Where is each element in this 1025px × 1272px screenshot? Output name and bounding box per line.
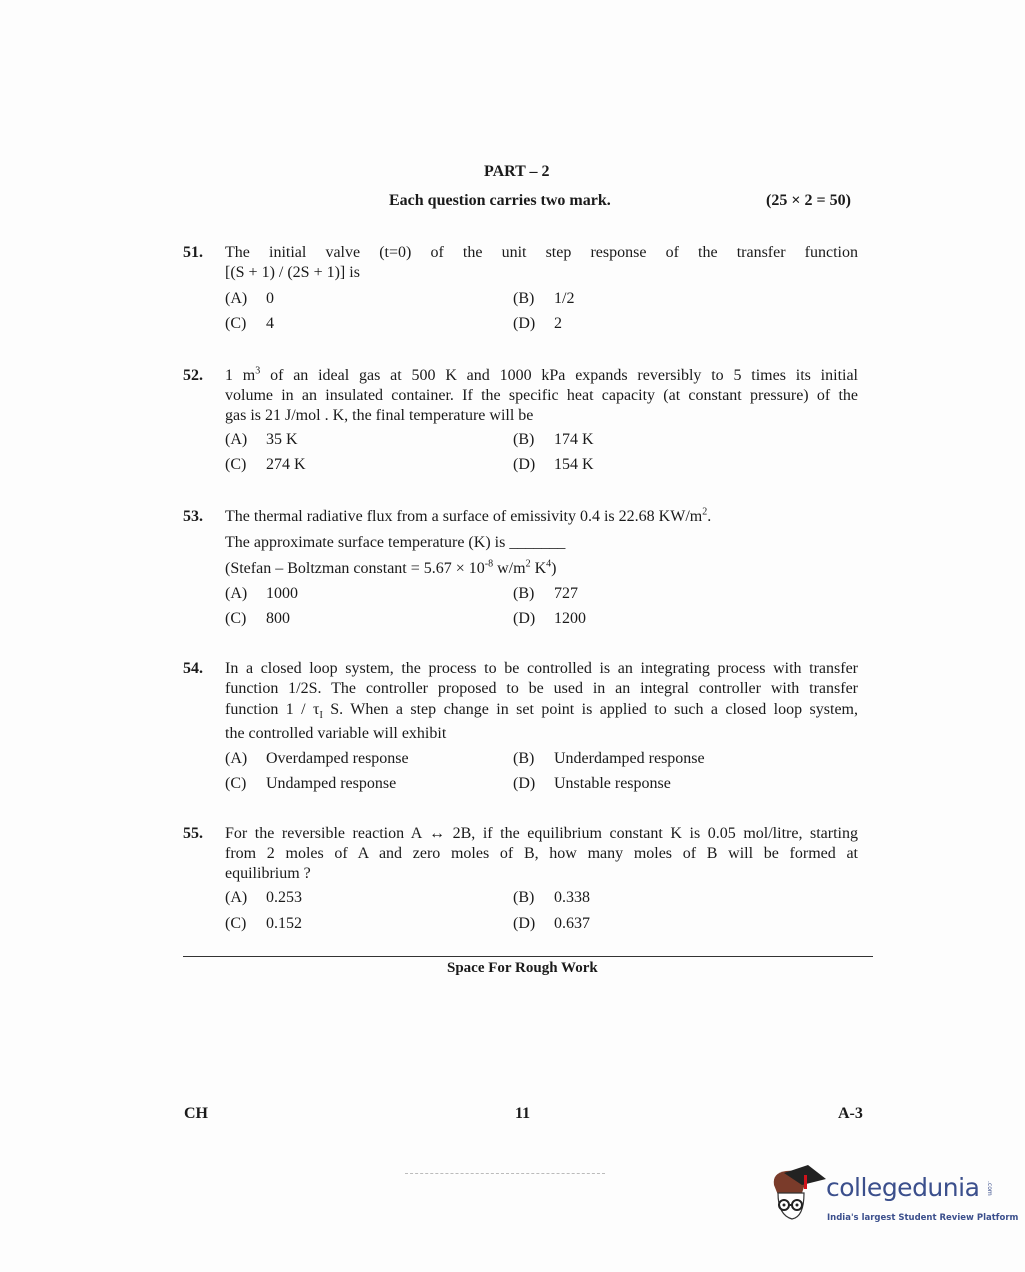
footer-subject: CH bbox=[184, 1105, 208, 1122]
question-text: equilibrium ? bbox=[225, 865, 311, 882]
option-text: 0.152 bbox=[266, 915, 302, 932]
option-b[interactable] bbox=[513, 584, 578, 604]
option-b[interactable] bbox=[513, 289, 574, 309]
text: function 1 / τ bbox=[225, 701, 320, 718]
option-text: 1/2 bbox=[554, 290, 575, 307]
option-d[interactable] bbox=[513, 774, 671, 794]
option-text: Overdamped response bbox=[266, 750, 409, 767]
brand-tagline: India's largest Student Review Platform bbox=[827, 1213, 1019, 1223]
text: The thermal radiative flux from a surface of emissivity 0.4 is 22.68 KW/m bbox=[225, 508, 703, 525]
option-label: (A) bbox=[225, 889, 248, 906]
superscript: 4 bbox=[546, 558, 552, 570]
option-c[interactable] bbox=[225, 609, 290, 629]
question-text: volume in an insulated container. If the specific heat capacity (at constant pressure) of the bbox=[225, 387, 858, 404]
question-text: The approximate surface temperature (K) is _______ bbox=[225, 534, 566, 551]
question-text: [(S + 1) / (2S + 1)] is bbox=[225, 264, 360, 281]
option-b[interactable] bbox=[513, 888, 590, 908]
option-d[interactable] bbox=[513, 314, 562, 334]
part-heading: PART – 2 bbox=[484, 163, 550, 180]
option-label: (D) bbox=[513, 315, 536, 332]
option-text: 174 K bbox=[554, 431, 594, 448]
option-label: (B) bbox=[513, 431, 535, 448]
option-label: (B) bbox=[513, 889, 535, 906]
option-a[interactable] bbox=[225, 430, 298, 450]
superscript: 2 bbox=[702, 506, 708, 518]
option-a[interactable] bbox=[225, 289, 274, 309]
question-text bbox=[225, 507, 858, 527]
text: K bbox=[530, 560, 547, 577]
option-text: 1000 bbox=[266, 585, 298, 602]
text: w/m bbox=[493, 560, 526, 577]
option-label: (A) bbox=[225, 290, 248, 307]
question-text: The initial valve (t=0) of the unit step response of the transfer function bbox=[225, 244, 858, 261]
question-number: 52. bbox=[183, 367, 203, 384]
question-number: 55. bbox=[183, 825, 203, 842]
option-a[interactable] bbox=[225, 584, 298, 604]
option-d[interactable] bbox=[513, 455, 594, 475]
option-d[interactable] bbox=[513, 609, 586, 629]
question-text bbox=[225, 559, 858, 579]
superscript: 3 bbox=[255, 365, 261, 377]
brand-com: .com bbox=[986, 1181, 993, 1196]
option-text: 727 bbox=[554, 585, 578, 602]
brand-name: collegedunia bbox=[826, 1173, 980, 1202]
question-text: function 1/2S. The controller proposed to be used in an integral controller with transfer bbox=[225, 680, 858, 697]
option-b[interactable] bbox=[513, 749, 705, 769]
question-text: the controlled variable will exhibit bbox=[225, 725, 447, 742]
option-d[interactable] bbox=[513, 914, 590, 934]
option-label: (C) bbox=[225, 315, 247, 332]
text: (Stefan – Boltzman constant = 5.67 × 10 bbox=[225, 560, 485, 577]
option-text: 800 bbox=[266, 610, 290, 627]
question-text: gas is 21 J/mol . K, the final temperature will be bbox=[225, 407, 534, 424]
option-label: (C) bbox=[225, 456, 247, 473]
page-number: 11 bbox=[515, 1105, 531, 1122]
option-label: (D) bbox=[513, 775, 536, 792]
option-label: (A) bbox=[225, 431, 248, 448]
option-text: Undamped response bbox=[266, 775, 397, 792]
option-text: 0.253 bbox=[266, 889, 302, 906]
rough-work-label: Space For Rough Work bbox=[447, 960, 598, 976]
option-text: 0.338 bbox=[554, 889, 590, 906]
option-label: (A) bbox=[225, 750, 248, 767]
option-text: 0.637 bbox=[554, 915, 590, 932]
question-text: For the reversible reaction A ↔ 2B, if the equilibrium constant K is 0.05 mol/litre, starting bbox=[225, 825, 858, 842]
option-b[interactable] bbox=[513, 430, 594, 450]
option-label: (C) bbox=[225, 775, 247, 792]
option-label: (C) bbox=[225, 915, 247, 932]
text: ) bbox=[551, 560, 557, 577]
option-text: 274 K bbox=[266, 456, 306, 473]
question-number: 51. bbox=[183, 244, 203, 261]
option-text: 1200 bbox=[554, 610, 586, 627]
option-c[interactable] bbox=[225, 774, 396, 794]
option-text: 154 K bbox=[554, 456, 594, 473]
question-text bbox=[225, 366, 858, 386]
marks-summary: (25 × 2 = 50) bbox=[766, 192, 851, 209]
text: 1 m bbox=[225, 367, 256, 384]
option-label: (D) bbox=[513, 610, 536, 627]
superscript: -8 bbox=[484, 558, 494, 570]
instruction: Each question carries two mark. bbox=[389, 192, 611, 209]
option-text: 0 bbox=[266, 290, 274, 307]
option-c[interactable] bbox=[225, 314, 274, 334]
text: S. When a step change in set point is applied to such a closed loop system, bbox=[322, 701, 858, 718]
option-label: (D) bbox=[513, 456, 536, 473]
option-c[interactable] bbox=[225, 455, 306, 475]
option-a[interactable] bbox=[225, 888, 302, 908]
option-label: (B) bbox=[513, 585, 535, 602]
question-number: 53. bbox=[183, 508, 203, 525]
divider bbox=[183, 956, 873, 957]
option-text: Underdamped response bbox=[554, 750, 705, 767]
faint-line bbox=[405, 1173, 605, 1174]
text: . bbox=[707, 508, 712, 525]
question-text bbox=[225, 700, 858, 720]
superscript: 2 bbox=[525, 558, 531, 570]
text: of an ideal gas at 500 K and 1000 kPa expands reversibly to 5 times its initial bbox=[260, 367, 859, 384]
option-label: (B) bbox=[513, 750, 535, 767]
option-label: (D) bbox=[513, 915, 536, 932]
mascot-icon bbox=[766, 1163, 826, 1235]
option-text: 4 bbox=[266, 315, 274, 332]
question-text: In a closed loop system, the process to be controlled is an integrating process with transfer bbox=[225, 660, 858, 677]
question-text: from 2 moles of A and zero moles of B, how many moles of B will be formed at bbox=[225, 845, 858, 862]
question-number: 54. bbox=[183, 660, 203, 677]
option-text: Unstable response bbox=[554, 775, 671, 792]
option-text: 35 K bbox=[266, 431, 298, 448]
option-c[interactable] bbox=[225, 914, 302, 934]
collegedunia-logo bbox=[766, 1163, 1019, 1235]
option-text: 2 bbox=[554, 315, 562, 332]
option-label: (B) bbox=[513, 290, 535, 307]
footer-code: A-3 bbox=[838, 1105, 863, 1122]
subscript: I bbox=[319, 710, 323, 722]
option-a[interactable] bbox=[225, 749, 409, 769]
option-label: (C) bbox=[225, 610, 247, 627]
option-label: (A) bbox=[225, 585, 248, 602]
